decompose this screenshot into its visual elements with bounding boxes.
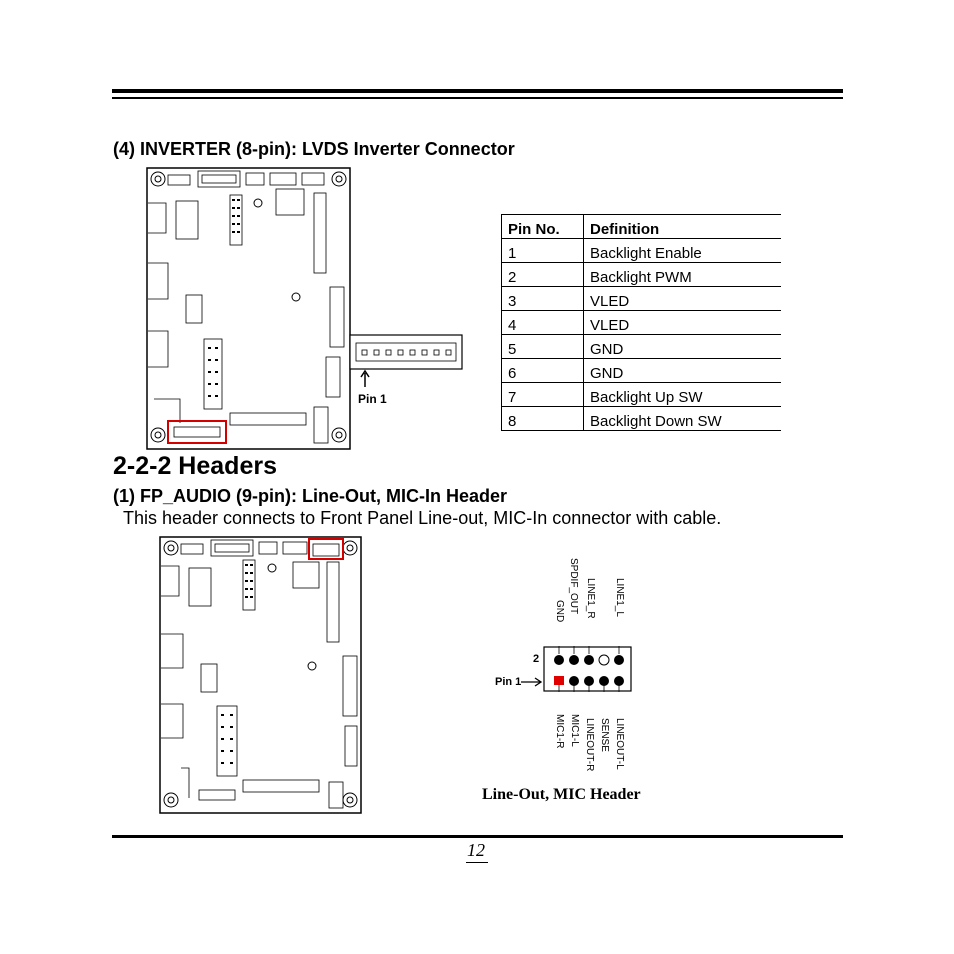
top-rule	[112, 89, 843, 93]
inverter-pin1-label: Pin 1	[358, 392, 387, 406]
label-gnd: GND	[554, 600, 565, 623]
audio-diagram-caption: Line-Out, MIC Header	[482, 786, 641, 803]
fp-audio-pin-header	[543, 646, 632, 692]
table-row	[502, 407, 782, 431]
fp-audio-heading: (1) FP_AUDIO (9-pin): Line-Out, MIC-In Header	[113, 486, 507, 506]
pin1-marker	[554, 676, 564, 685]
table-cell: Backlight PWM	[584, 263, 782, 287]
table-header-row	[502, 215, 782, 239]
arrow-right-icon	[520, 676, 544, 688]
page-number: 12	[467, 840, 485, 860]
bottom-rule	[112, 835, 843, 838]
label-sense: SENSE	[599, 718, 610, 752]
table-cell: 7	[502, 383, 584, 407]
table-row	[502, 359, 782, 383]
table-cell: GND	[584, 359, 782, 383]
table-cell: Backlight Down SW	[584, 407, 782, 431]
label-line1-r: LINE1_R	[585, 578, 596, 619]
inverter-connector-drawing	[348, 333, 464, 373]
inverter-pin-table	[501, 214, 781, 431]
table-cell: Backlight Enable	[584, 239, 782, 263]
label-line1-l: LINE1_L	[614, 578, 625, 617]
table-header: Pin No.	[502, 215, 584, 239]
fp-audio-description: This header connects to Front Panel Line-out, MIC-In connector with cable.	[123, 508, 722, 528]
table-cell: 6	[502, 359, 584, 383]
inverter-heading: (4) INVERTER (8-pin): LVDS Inverter Connector	[113, 139, 515, 159]
pin-empty	[599, 655, 609, 665]
row2-label: 2	[533, 653, 540, 665]
top-rule-thin	[112, 97, 843, 99]
table-row	[502, 239, 782, 263]
table-cell: 2	[502, 263, 584, 287]
table-cell: Backlight Up SW	[584, 383, 782, 407]
board-diagram-inverter	[146, 167, 351, 450]
arrow-up-icon	[358, 369, 372, 389]
table-row	[502, 263, 782, 287]
table-cell: 3	[502, 287, 584, 311]
table-cell: GND	[584, 335, 782, 359]
table-cell: VLED	[584, 287, 782, 311]
board-diagram-fp-audio	[159, 536, 362, 814]
table-cell: 4	[502, 311, 584, 335]
pin-dot	[569, 676, 579, 686]
page-number-underline	[466, 862, 488, 863]
table-cell: 5	[502, 335, 584, 359]
table-row	[502, 335, 782, 359]
label-spdif-out: SPDIF_OUT	[568, 558, 579, 615]
table-cell: 1	[502, 239, 584, 263]
pin-dot	[599, 676, 609, 686]
pin-dot	[554, 655, 564, 665]
table-row	[502, 287, 782, 311]
table-cell: VLED	[584, 311, 782, 335]
label-lineout-r: LINEOUT-R	[584, 718, 595, 772]
table-row	[502, 311, 782, 335]
table-row	[502, 383, 782, 407]
table-header: Definition	[584, 215, 782, 239]
table-cell: 8	[502, 407, 584, 431]
label-mic1-l: MIC1-L	[569, 714, 580, 747]
label-mic1-r: MIC1-R	[554, 714, 565, 749]
pin-dot	[614, 676, 624, 686]
audio-pin1-label: Pin 1	[495, 676, 522, 688]
label-lineout-l: LINEOUT-L	[614, 718, 625, 770]
pin-dot	[584, 655, 594, 665]
pin-dot	[569, 655, 579, 665]
pin-dot	[614, 655, 624, 665]
headers-title: 2-2-2 Headers	[113, 452, 277, 480]
pin-dot	[584, 676, 594, 686]
